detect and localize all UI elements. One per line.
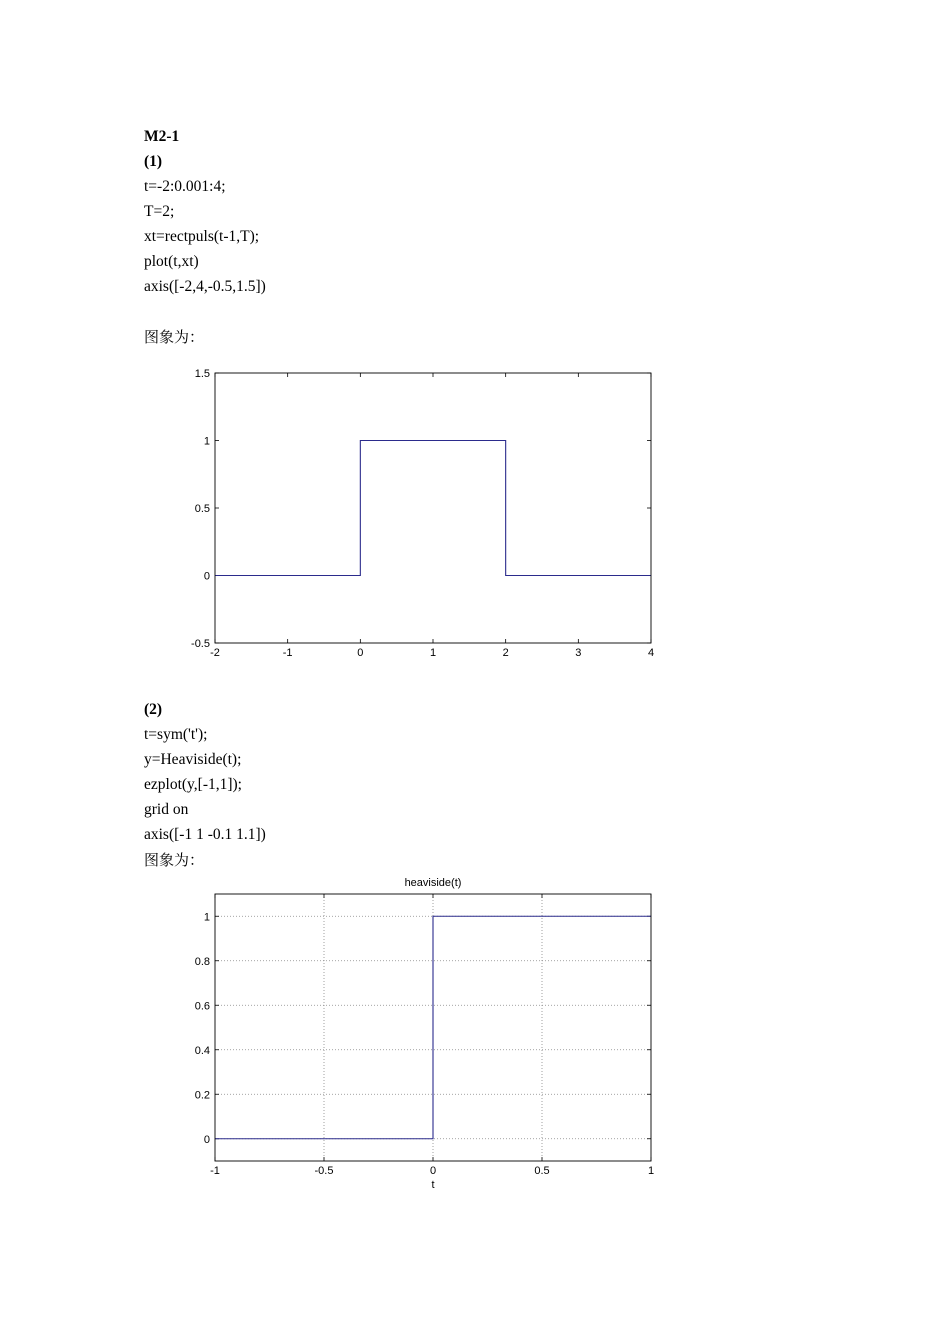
code-line: axis([-2,4,-0.5,1.5]): [144, 278, 266, 295]
x-tick-label: -1: [210, 1165, 220, 1177]
y-tick-label: 0.5: [194, 503, 210, 515]
figure-caption: 图象为：: [144, 328, 205, 346]
y-tick-label: 1: [203, 911, 210, 924]
x-axis-label: t: [431, 1179, 435, 1191]
code-line: axis([-1 1 -0.1 1.1]): [144, 826, 266, 843]
chart-title: heaviside(t): [404, 877, 462, 889]
x-tick-label: 0: [429, 1165, 437, 1177]
x-tick-label: -1: [282, 647, 293, 659]
y-tick-label: 0: [203, 570, 210, 583]
code-line: t=-2:0.001:4;: [144, 178, 226, 195]
y-tick-label: -0.5: [191, 638, 210, 650]
x-tick-label: 4: [647, 647, 655, 659]
section-title: M2-1: [144, 128, 180, 145]
x-tick-label: 0.5: [534, 1165, 550, 1177]
x-tick-label: -0.5: [314, 1165, 334, 1177]
code-line: xt=rectpuls(t-1,T);: [144, 228, 260, 245]
x-tick-label: 3: [575, 647, 582, 659]
code-line: plot(t,xt): [144, 253, 199, 270]
code-line: ezplot(y,[-1,1]);: [144, 776, 242, 793]
x-tick-label: 2: [502, 647, 509, 659]
y-tick-label: 0.4: [194, 1044, 210, 1057]
x-tick-label: 1: [429, 647, 437, 659]
code-line: grid on: [144, 801, 189, 818]
part1-label: (1): [144, 153, 163, 170]
part2-label: (2): [144, 701, 163, 718]
y-tick-label: 0.8: [194, 955, 210, 968]
code-line: t=sym('t');: [144, 726, 208, 743]
code-line: y=Heaviside(t);: [144, 751, 242, 768]
x-tick-label: -2: [210, 647, 220, 659]
y-tick-label: 1.5: [194, 368, 210, 380]
y-tick-label: 0: [203, 1133, 210, 1146]
x-tick-label: 0: [357, 647, 364, 659]
y-tick-label: 0.6: [194, 1000, 210, 1013]
figure-caption: 图象为：: [144, 851, 205, 869]
code-line: T=2;: [144, 203, 175, 220]
x-tick-label: 1: [647, 1165, 655, 1177]
y-tick-label: 1: [203, 435, 210, 448]
series-line: [215, 916, 651, 1139]
y-tick-label: 0.2: [194, 1089, 210, 1102]
